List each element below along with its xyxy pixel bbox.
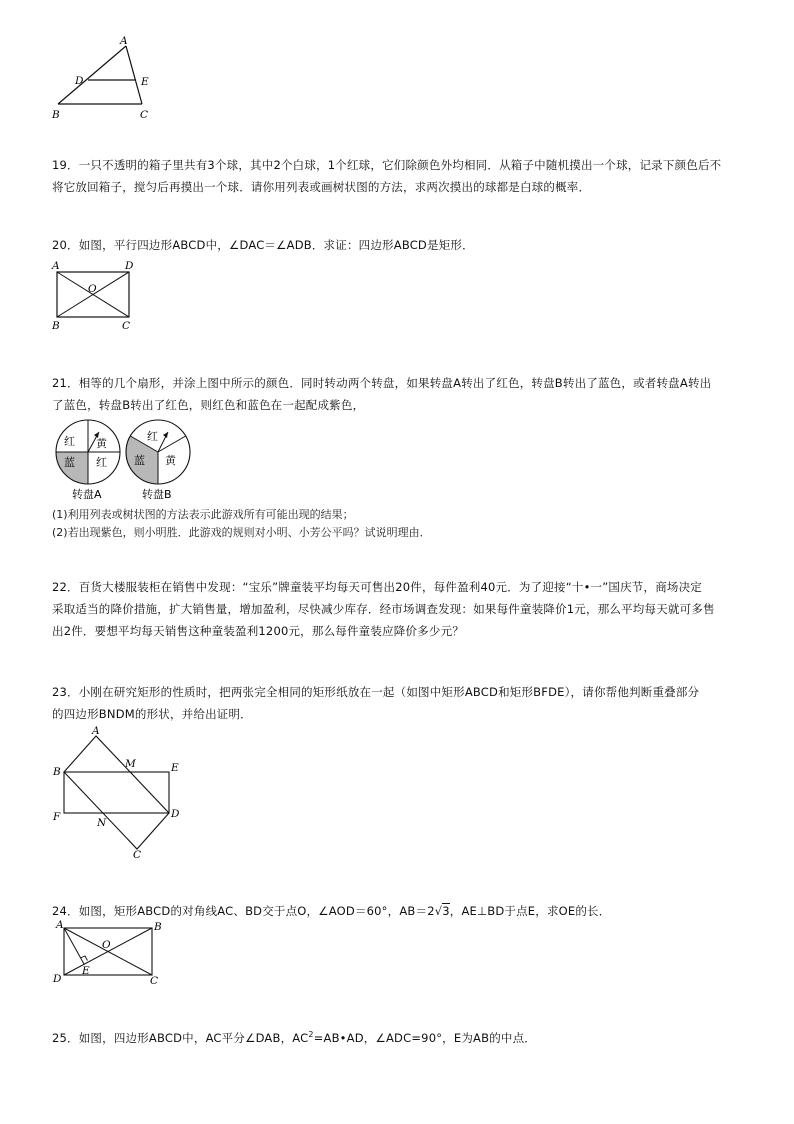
question-24-text-a: 24．如图，矩形ABCD的对角线AC、BD交于点O，∠AOD＝60°，AB＝ [52, 904, 428, 918]
question-24-coefficient: 2 [427, 904, 435, 918]
label-d: D [53, 973, 62, 985]
question-23-line-1: 23．小刚在研究矩形的性质时，把两张完全相同的矩形纸放在一起（如图中矩形ABCD和矩形BFDE），请你帮他判断重叠部分 [52, 685, 700, 699]
label-c: C [140, 109, 149, 121]
question-25-text-a: 25．如图，四边形ABCD中，AC平分∠DAB，AC [52, 1030, 309, 1045]
question-24-text-b: ，AE⊥BD于点E，求OE的长． [449, 904, 611, 918]
label-a: A [52, 260, 60, 272]
spinner-b-caption: 转盘B [142, 488, 172, 501]
question-21-subparts [52, 506, 752, 542]
sqrt-icon: √ [434, 904, 443, 918]
question-20 [52, 234, 752, 256]
rectangle-bfde [64, 772, 169, 813]
spinner-a-label-bl: 蓝 [64, 456, 75, 469]
question-25 [52, 1024, 752, 1049]
label-a: A [56, 919, 64, 931]
question-22-line-3: 出2件．要想平均每天销售这种童装盈利1200元，那么每件童装应降价多少元？ [52, 624, 464, 638]
label-c: C [133, 849, 142, 861]
question-21 [52, 372, 752, 416]
label-e: E [82, 965, 90, 977]
label-m: M [125, 758, 136, 770]
label-n: N [97, 817, 107, 829]
spinner-b-label-br: 黄 [165, 454, 176, 467]
label-f: F [53, 811, 61, 823]
question-19-line-2: 将它放回箱子，搅匀后再摸出一个球．请你用列表或画树状图的方法，求两次摸出的球都是白球的概率． [52, 180, 591, 194]
question-23 [52, 681, 752, 725]
label-b: B [52, 320, 60, 332]
label-a: A [120, 35, 128, 47]
question-20-text: 20．如图，平行四边形ABCD中，∠DAC＝∠ADB．求证：四边形ABCD是矩形． [52, 238, 474, 252]
rectangle-diagonals-figure [50, 918, 166, 988]
label-c: C [150, 975, 159, 987]
spinner-a-label-tr: 黄 [96, 437, 107, 450]
question-25-text-b: =AB•AD，∠ADC=90°，E为AB的中点． [313, 1030, 536, 1045]
label-b: B [53, 766, 61, 778]
spinner-a-label-br: 红 [96, 456, 107, 469]
question-19-line-1: 19．一只不透明的箱子里共有3个球，其中2个白球，1个红球，它们除颜色外均相同．从箱子中随机摸出一个球，记录下颜色后不 [52, 158, 722, 172]
question-21-sub-2: (2)若出现紫色，则小明胜．此游戏的规则对小明、小芳公平吗？试说明理由． [52, 526, 431, 539]
question-23-line-2: 的四边形BNDM的形状，并给出证明． [52, 707, 252, 721]
question-21-line-2: 了蓝色，转盘B转出了红色，则红色和蓝色在一起配成紫色， [52, 398, 365, 412]
question-24-radicand: 3 [442, 904, 450, 918]
side-ac [126, 46, 142, 104]
question-25-superscript: 2 [308, 1030, 314, 1039]
label-a: A [92, 725, 100, 737]
spinner-b-label-bl: 蓝 [134, 454, 145, 467]
label-b: B [52, 109, 60, 121]
spinner-figure [48, 418, 208, 502]
spinner-a-caption: 转盘A [72, 488, 102, 501]
parallelogram-figure [48, 258, 148, 334]
label-d: D [171, 808, 180, 820]
question-19 [52, 154, 752, 198]
label-e: E [171, 762, 179, 774]
spinner-b-label-top: 红 [147, 430, 158, 443]
rectangle-abcd [64, 736, 169, 849]
question-22 [52, 576, 752, 642]
spinner-b [126, 420, 190, 501]
question-21-line-1: 21．相等的几个扇形，并涂上图中所示的颜色．同时转动两个转盘，如果转盘A转出了红色，转盘B转出了蓝色，或者转盘A转出 [52, 376, 712, 390]
question-22-line-1: 22．百货大楼服装柜在销售中发现：“宝乐”牌童装平均每天可售出20件，每件盈利40元．为了迎接“十•一”国庆节，商场决定 [52, 580, 703, 594]
spinner-a [56, 420, 120, 501]
label-o: O [88, 283, 97, 295]
triangle-figure [40, 34, 170, 124]
spinner-a-label-tl: 红 [64, 435, 75, 448]
label-o: O [102, 939, 111, 951]
side-ab [58, 46, 126, 104]
question-21-sub-1: (1)利用列表或树状图的方法表示此游戏所有可能出现的结果； [52, 508, 354, 521]
label-b: B [154, 921, 162, 933]
question-22-line-2: 采取适当的降价措施，扩大销售量，增加盈利，尽快减少库存．经市场调查发现：如果每件童装降价1元，那么平均每天就可多售 [52, 602, 715, 616]
label-d: D [75, 75, 84, 87]
label-c: C [122, 320, 131, 332]
overlapping-rectangles-figure [46, 724, 196, 860]
label-d: D [125, 260, 134, 272]
label-e: E [141, 76, 149, 88]
